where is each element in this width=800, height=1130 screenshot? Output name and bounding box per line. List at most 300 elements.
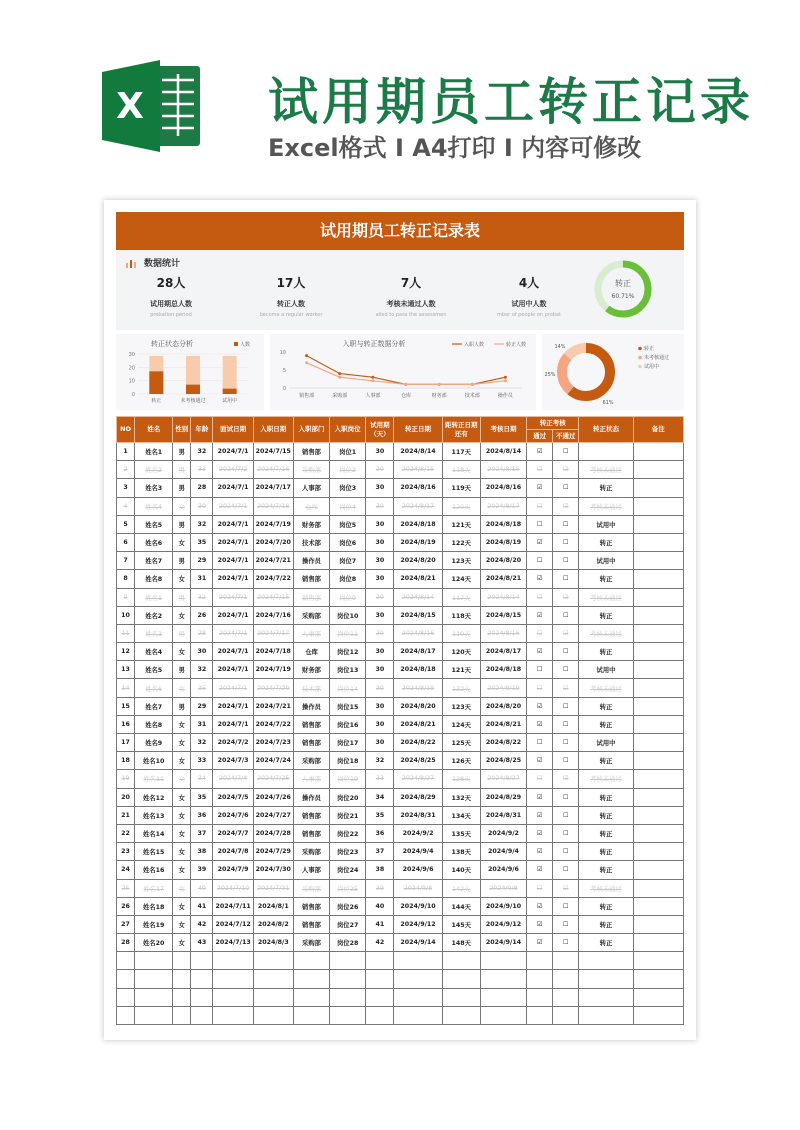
table-cell: 转正	[579, 843, 633, 861]
table-cell: 121天	[442, 515, 480, 533]
checkbox-cell[interactable]: ☑	[527, 643, 553, 661]
checkbox-cell[interactable]: ☐	[527, 661, 553, 679]
table-cell: 转正	[579, 897, 633, 915]
table-cell: 销售部	[293, 915, 329, 933]
table-row	[117, 897, 684, 915]
table-cell: 30	[366, 643, 394, 661]
checkbox-cell[interactable]: ☐	[553, 752, 579, 770]
table-cell: 23	[117, 843, 135, 861]
table-cell: 2024/7/7	[213, 824, 253, 842]
table-cell: 123天	[442, 552, 480, 570]
sheet-title: 试用期员工转正记录表	[116, 212, 684, 250]
table-cell: 2024/7/19	[253, 661, 293, 679]
checkbox-cell[interactable]: ☐	[553, 824, 579, 842]
chart-title: 转正状态分析	[151, 340, 193, 348]
slice-label: 61%	[602, 400, 614, 406]
empty-cell	[253, 952, 293, 970]
table-cell: 2024/8/20	[480, 552, 526, 570]
table-cell: 考核未通过	[579, 461, 633, 479]
table-cell: 31	[191, 570, 213, 588]
table-cell: 2024/9/14	[480, 934, 526, 952]
stat-en: become a regular worker	[259, 312, 323, 318]
table-header-row	[117, 417, 684, 430]
table-cell: 姓名20	[135, 934, 173, 952]
table-cell: 2024/8/1	[253, 897, 293, 915]
slice-label: 14%	[554, 344, 566, 350]
checkbox-cell[interactable]: ☑	[527, 915, 553, 933]
legend-swatch	[234, 342, 238, 346]
table-cell: 35	[191, 533, 213, 551]
table-cell: 123天	[442, 697, 480, 715]
table-cell: 30	[366, 734, 394, 752]
empty-cell	[366, 988, 394, 1006]
table-cell: 26	[191, 606, 213, 624]
empty-cell	[442, 970, 480, 988]
checkbox-cell[interactable]: ☐	[553, 443, 579, 461]
checkbox-cell[interactable]: ☑	[553, 679, 579, 697]
checkbox-cell[interactable]: ☐	[553, 661, 579, 679]
stat-label: 考核未通过人数	[386, 300, 436, 308]
data-point	[338, 372, 341, 375]
table-cell: 2024/7/1	[213, 570, 253, 588]
table-cell: 2024/9/8	[394, 879, 442, 897]
checkbox-cell[interactable]: ☑	[553, 497, 579, 515]
empty-cell	[394, 1006, 442, 1024]
table-cell: 销售部	[293, 588, 329, 606]
checkbox-cell[interactable]: ☐	[527, 734, 553, 752]
col-header: 姓名	[135, 417, 173, 443]
empty-cell	[553, 988, 579, 1006]
bar	[223, 389, 237, 394]
empty-cell	[191, 1006, 213, 1024]
checkbox-cell[interactable]: ☐	[553, 479, 579, 497]
x-tick-label: 未考核通过	[180, 398, 206, 404]
table-cell	[633, 588, 683, 606]
table-cell: 姓名16	[135, 861, 173, 879]
table-cell: 9	[117, 588, 135, 606]
table-cell: 2024/8/15	[394, 461, 442, 479]
table-cell: 财务部	[293, 661, 329, 679]
table-cell: 15	[117, 697, 135, 715]
table-cell: 姓名2	[135, 461, 173, 479]
table-row	[117, 788, 684, 806]
table-cell: 试用中	[579, 552, 633, 570]
col-header: 试用期（天）	[366, 417, 394, 443]
table-cell: 144天	[442, 897, 480, 915]
table-cell: 财务部	[293, 515, 329, 533]
empty-cell	[293, 952, 329, 970]
table-cell: 25	[117, 879, 135, 897]
table-cell: 2024/7/1	[213, 643, 253, 661]
table-cell	[633, 570, 683, 588]
checkbox-cell[interactable]: ☑	[553, 879, 579, 897]
empty-cell	[191, 952, 213, 970]
table-cell	[633, 897, 683, 915]
line-chart-panel	[270, 334, 536, 410]
table-cell: 2024/7/1	[213, 515, 253, 533]
table-cell: 2024/7/12	[213, 915, 253, 933]
table-cell: 24	[117, 861, 135, 879]
table-cell: 2024/8/17	[394, 643, 442, 661]
table-cell: 34	[191, 770, 213, 788]
table-row	[117, 624, 684, 642]
empty-cell	[330, 1006, 366, 1024]
table-cell: 2024/7/15	[253, 588, 293, 606]
table-row	[117, 879, 684, 897]
table-cell: 销售部	[293, 734, 329, 752]
checkbox-cell[interactable]: ☐	[527, 461, 553, 479]
table-cell: 女	[173, 533, 191, 551]
table-cell: 销售部	[293, 806, 329, 824]
col-header: NO	[117, 417, 135, 443]
checkbox-cell[interactable]: ☐	[553, 533, 579, 551]
bar-background	[223, 356, 237, 394]
table-cell: 2024/8/16	[394, 479, 442, 497]
empty-cell	[366, 970, 394, 988]
table-cell: 男	[173, 697, 191, 715]
table-cell: 2024/8/25	[480, 752, 526, 770]
table-cell: 28	[191, 479, 213, 497]
table-cell: 仓库	[293, 497, 329, 515]
table-cell: 2024/7/1	[213, 715, 253, 733]
checkbox-cell[interactable]: ☐	[553, 788, 579, 806]
table-cell: 男	[173, 443, 191, 461]
table-cell: 人事部	[293, 624, 329, 642]
table-row	[117, 552, 684, 570]
table-cell: 姓名14	[135, 824, 173, 842]
checkbox-cell[interactable]: ☐	[527, 679, 553, 697]
table-cell: 2024/7/1	[213, 443, 253, 461]
table-cell: 2024/8/21	[394, 570, 442, 588]
checkbox-cell[interactable]: ☐	[553, 715, 579, 733]
checkbox-cell[interactable]: ☐	[553, 934, 579, 952]
checkbox-cell[interactable]: ☑	[527, 788, 553, 806]
table-cell: 2024/7/1	[213, 606, 253, 624]
checkbox-cell[interactable]: ☑	[553, 770, 579, 788]
checkbox-cell[interactable]: ☐	[553, 806, 579, 824]
x-tick-label: 采购部	[332, 393, 348, 399]
table-cell: 2024/8/18	[394, 661, 442, 679]
table-cell	[633, 497, 683, 515]
checkbox-cell[interactable]: ☑	[527, 752, 553, 770]
table-cell: 29	[191, 552, 213, 570]
table-cell: 岗位6	[330, 533, 366, 551]
checkbox-cell[interactable]: ☐	[553, 643, 579, 661]
table-cell: 2024/7/18	[253, 497, 293, 515]
table-cell: 女	[173, 806, 191, 824]
table-cell	[633, 715, 683, 733]
table-cell: 转正	[579, 806, 633, 824]
table-cell: 岗位4	[330, 497, 366, 515]
stat-failed	[356, 274, 466, 318]
table-row	[117, 661, 684, 679]
table-cell: 30	[366, 515, 394, 533]
checkbox-cell[interactable]: ☐	[553, 515, 579, 533]
table-cell: 2024/8/22	[480, 734, 526, 752]
empty-cell	[579, 952, 633, 970]
legend-label: 转正人数	[506, 342, 527, 348]
table-cell	[633, 879, 683, 897]
table-cell: 岗位18	[330, 752, 366, 770]
data-point	[504, 379, 507, 382]
empty-cell	[633, 988, 683, 1006]
table-cell: 采购部	[293, 752, 329, 770]
checkbox-cell[interactable]: ☐	[553, 915, 579, 933]
checkbox-cell[interactable]: ☐	[553, 606, 579, 624]
table-cell: 28	[117, 934, 135, 952]
table-cell: 34	[366, 788, 394, 806]
table-row	[117, 915, 684, 933]
table-cell: 女	[173, 915, 191, 933]
empty-cell	[633, 970, 683, 988]
table-cell: 2024/8/19	[480, 533, 526, 551]
checkbox-cell[interactable]: ☑	[553, 588, 579, 606]
table-cell: 操作员	[293, 788, 329, 806]
empty-cell	[394, 988, 442, 1006]
table-cell: 2024/8/17	[480, 497, 526, 515]
table-cell: 2024/7/31	[253, 879, 293, 897]
checkbox-cell[interactable]: ☑	[527, 443, 553, 461]
table-cell: 女	[173, 897, 191, 915]
table-cell: 2024/7/10	[213, 879, 253, 897]
table-cell: 36	[191, 806, 213, 824]
checkbox-cell[interactable]: ☑	[553, 461, 579, 479]
empty-cell	[553, 1006, 579, 1024]
checkbox-cell[interactable]: ☑	[527, 843, 553, 861]
checkbox-cell[interactable]: ☑	[527, 606, 553, 624]
checkbox-cell[interactable]: ☑	[527, 533, 553, 551]
table-cell: 2024/8/18	[394, 515, 442, 533]
table-cell: 14	[117, 679, 135, 697]
x-tick-label: 仓库	[400, 393, 412, 399]
checkbox-cell[interactable]: ☑	[527, 861, 553, 879]
legend-swatch	[638, 347, 642, 351]
checkbox-cell[interactable]: ☐	[553, 897, 579, 915]
checkbox-cell[interactable]: ☑	[553, 624, 579, 642]
table-cell: 35	[366, 806, 394, 824]
col-header: 考核日期	[480, 417, 526, 443]
table-cell: 2024/7/1	[213, 497, 253, 515]
table-cell: 2024/8/2	[253, 915, 293, 933]
table-cell	[633, 843, 683, 861]
table-cell: 姓名13	[135, 806, 173, 824]
table-cell: 1	[117, 443, 135, 461]
empty-cell	[480, 970, 526, 988]
table-row	[117, 734, 684, 752]
checkbox-cell[interactable]: ☐	[553, 570, 579, 588]
table-cell: 女	[173, 679, 191, 697]
table-cell: 26	[117, 897, 135, 915]
table-cell: 41	[366, 915, 394, 933]
empty-cell	[633, 952, 683, 970]
table-cell: 姓名7	[135, 552, 173, 570]
table-cell: 2024/8/19	[480, 679, 526, 697]
empty-cell	[394, 952, 442, 970]
table-cell: 4	[117, 497, 135, 515]
x-tick-label: 转正	[151, 398, 162, 404]
table-cell: 转正	[579, 752, 633, 770]
legend-label: 转正	[644, 346, 655, 352]
table-cell: 男	[173, 515, 191, 533]
checkbox-cell[interactable]: ☑	[527, 570, 553, 588]
conversion-label: 转正	[615, 279, 631, 288]
table-cell: 岗位26	[330, 897, 366, 915]
table-cell: 岗位22	[330, 824, 366, 842]
table-cell: 39	[191, 861, 213, 879]
table-cell: 37	[191, 824, 213, 842]
table-row	[117, 806, 684, 824]
table-cell: 2024/8/15	[480, 606, 526, 624]
spreadsheet-preview	[104, 200, 696, 1040]
checkbox-cell[interactable]: ☐	[553, 861, 579, 879]
legend-label: 入职人数	[464, 342, 485, 348]
empty-cell	[213, 988, 253, 1006]
table-cell: 36	[366, 824, 394, 842]
checkbox-cell[interactable]: ☑	[527, 934, 553, 952]
table-cell: 10	[117, 606, 135, 624]
checkbox-cell[interactable]: ☐	[553, 734, 579, 752]
table-cell: 2024/7/5	[213, 788, 253, 806]
table-cell: 2024/9/12	[480, 915, 526, 933]
empty-cell	[253, 970, 293, 988]
table-cell: 118天	[442, 461, 480, 479]
table-cell: 岗位12	[330, 643, 366, 661]
table-cell: 128天	[442, 770, 480, 788]
checkbox-cell[interactable]: ☐	[527, 497, 553, 515]
checkbox-cell[interactable]: ☑	[527, 715, 553, 733]
checkbox-cell[interactable]: ☐	[527, 624, 553, 642]
table-cell: 30	[366, 461, 394, 479]
stat-label: 转正人数	[277, 300, 305, 308]
table-cell: 126天	[442, 752, 480, 770]
table-cell: 采购部	[293, 606, 329, 624]
table-row	[117, 461, 684, 479]
table-cell: 姓名4	[135, 497, 173, 515]
legend-swatch	[638, 356, 642, 360]
table-row	[117, 588, 684, 606]
data-point	[371, 376, 374, 379]
records-table	[116, 416, 684, 1025]
checkbox-cell[interactable]: ☐	[553, 697, 579, 715]
empty-cell	[135, 952, 173, 970]
empty-cell	[213, 970, 253, 988]
table-cell: 女	[173, 861, 191, 879]
table-row	[117, 824, 684, 842]
table-cell: 考核未通过	[579, 588, 633, 606]
empty-cell	[293, 970, 329, 988]
table-cell	[633, 734, 683, 752]
checkbox-cell[interactable]: ☐	[553, 552, 579, 570]
empty-cell	[633, 1006, 683, 1024]
col-header: 面试日期	[213, 417, 253, 443]
table-cell: 2024/7/24	[253, 752, 293, 770]
table-row	[117, 643, 684, 661]
table-cell: 2024/8/18	[480, 515, 526, 533]
table-cell: 考核未通过	[579, 770, 633, 788]
table-cell: 38	[366, 861, 394, 879]
empty-cell	[213, 952, 253, 970]
table-cell: 30	[366, 552, 394, 570]
y-tick-label: 10	[279, 350, 286, 356]
table-cell: 12	[117, 643, 135, 661]
table-cell: 女	[173, 879, 191, 897]
table-cell: 转正	[579, 606, 633, 624]
table-cell: 转正	[579, 861, 633, 879]
table-cell: 18	[117, 752, 135, 770]
table-cell	[633, 461, 683, 479]
table-cell: 姓名15	[135, 843, 173, 861]
table-cell: 岗位28	[330, 934, 366, 952]
table-cell: 岗位21	[330, 806, 366, 824]
stat-trial	[474, 274, 584, 318]
checkbox-cell[interactable]: ☐	[527, 515, 553, 533]
table-cell: 2024/8/15	[480, 461, 526, 479]
table-cell: 28	[191, 624, 213, 642]
table-cell: 2024/9/2	[394, 824, 442, 842]
table-cell: 试用中	[579, 661, 633, 679]
col-header: 不通过	[553, 430, 579, 443]
legend-swatch	[638, 365, 642, 369]
empty-cell	[527, 952, 553, 970]
checkbox-cell[interactable]: ☑	[527, 897, 553, 915]
table-cell: 仓库	[293, 643, 329, 661]
table-cell: 岗位27	[330, 915, 366, 933]
table-cell: 124天	[442, 570, 480, 588]
checkbox-cell[interactable]: ☑	[527, 806, 553, 824]
table-cell: 2024/7/1	[213, 552, 253, 570]
table-cell: 2024/7/6	[213, 806, 253, 824]
empty-cell	[579, 1006, 633, 1024]
table-cell: 122天	[442, 533, 480, 551]
empty-cell	[579, 988, 633, 1006]
checkbox-cell[interactable]: ☐	[527, 770, 553, 788]
table-cell: 6	[117, 533, 135, 551]
table-cell: 2	[117, 461, 135, 479]
checkbox-cell[interactable]: ☑	[527, 824, 553, 842]
table-cell	[633, 533, 683, 551]
bar-chart-panel	[116, 334, 264, 410]
stats-heading-label: 数据统计	[144, 259, 181, 269]
table-row	[117, 843, 684, 861]
checkbox-cell[interactable]: ☑	[527, 697, 553, 715]
checkbox-cell[interactable]: ☐	[553, 843, 579, 861]
table-cell: 转正	[579, 788, 633, 806]
page-subtitle: Excel格式 I A4打印 I 内容可修改	[268, 134, 642, 162]
table-cell: 32	[191, 588, 213, 606]
checkbox-cell[interactable]: ☐	[527, 552, 553, 570]
table-cell: 30	[366, 715, 394, 733]
empty-cell	[394, 970, 442, 988]
table-cell: 2024/8/20	[394, 552, 442, 570]
y-tick-label: 10	[128, 378, 135, 385]
empty-row	[117, 988, 684, 1006]
table-cell: 2024/8/14	[480, 443, 526, 461]
empty-cell	[135, 988, 173, 1006]
empty-cell	[480, 1006, 526, 1024]
table-cell	[633, 752, 683, 770]
table-cell: 30	[366, 533, 394, 551]
table-cell: 41	[191, 897, 213, 915]
checkbox-cell[interactable]: ☑	[527, 479, 553, 497]
table-cell: 男	[173, 461, 191, 479]
checkbox-cell[interactable]: ☐	[527, 879, 553, 897]
bar	[149, 371, 163, 394]
checkbox-cell[interactable]: ☐	[527, 588, 553, 606]
table-cell: 2024/9/10	[394, 897, 442, 915]
table-cell: 30	[366, 497, 394, 515]
table-cell: 2024/7/13	[213, 934, 253, 952]
table-cell: 人事部	[293, 770, 329, 788]
